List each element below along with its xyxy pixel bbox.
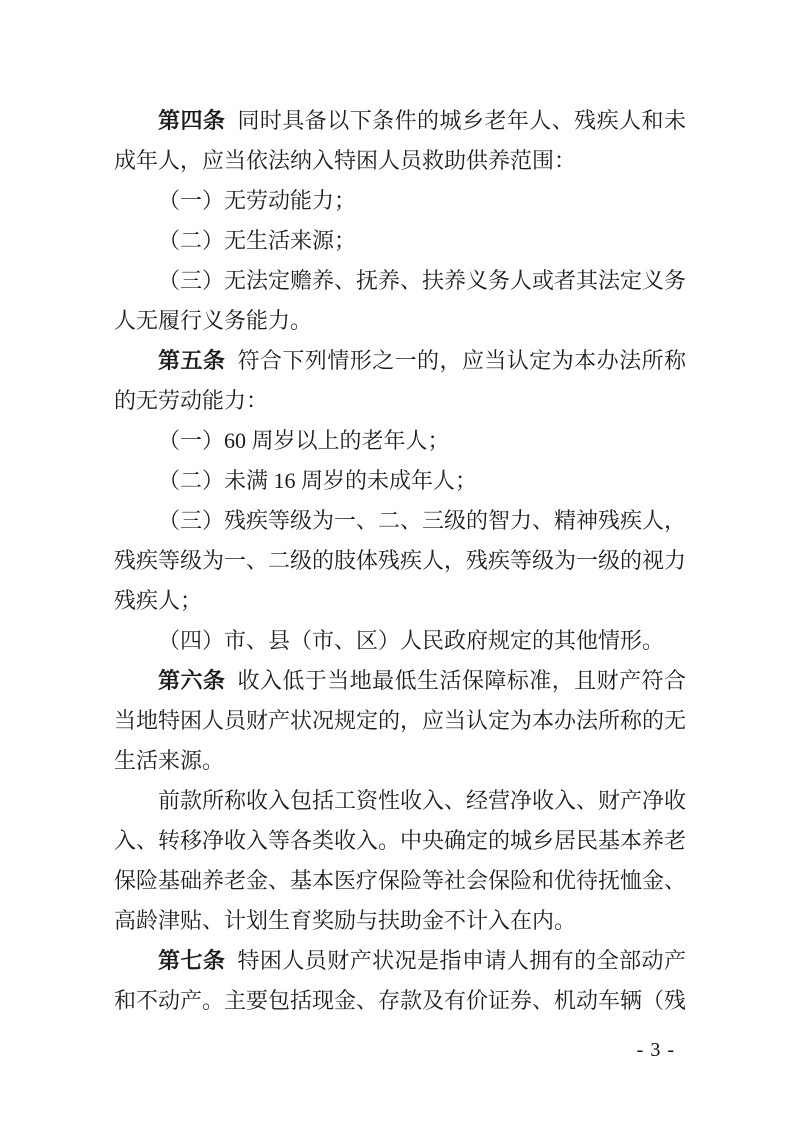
paragraph-text: （二）无生活来源； xyxy=(158,228,357,253)
paragraph-text: （四）市、县（市、区）人民政府规定的其他情形。 xyxy=(158,628,665,653)
paragraph-article-7 xyxy=(114,941,686,1021)
paragraph-text: 收入低于当地最低生活保障标准，且财产符合当地特困人员财产状况规定的，应当认定为本办法所称的无生活来源。 xyxy=(114,668,687,773)
paragraph-article-5 xyxy=(114,341,686,421)
article-number-label: 第五条 xyxy=(158,348,226,373)
paragraph-text: （一）无劳动能力； xyxy=(158,188,357,213)
paragraph-text: （三）残疾等级为一、二、三级的智力、精神残疾人，残疾等级为一、二级的肢体残疾人，残疾等级为一级的视力残疾人； xyxy=(114,508,687,613)
paragraph-item xyxy=(114,221,686,261)
paragraph-item xyxy=(114,181,686,221)
paragraph-article-6 xyxy=(114,661,686,781)
paragraph-text: （二）未满 16 周岁的未成年人； xyxy=(158,468,478,493)
paragraph-item xyxy=(114,501,686,621)
article-number-label: 第六条 xyxy=(158,668,226,693)
paragraph-text: 特困人员财产状况是指申请人拥有的全部动产和不动产。主要包括现金、存款及有价证券、机动车辆（残 xyxy=(114,948,687,1013)
article-number-label: 第四条 xyxy=(158,108,226,133)
paragraph-text: 符合下列情形之一的，应当认定为本办法所称的无劳动能力： xyxy=(114,348,686,413)
paragraph-item xyxy=(114,461,686,501)
paragraph-text: 同时具备以下条件的城乡老年人、残疾人和未成年人，应当依法纳入特困人员救助供养范围： xyxy=(114,108,686,173)
paragraph-text: （一）60 周岁以上的老年人； xyxy=(158,428,450,453)
paragraph-item xyxy=(114,781,686,941)
paragraph-text: 前款所称收入包括工资性收入、经营净收入、财产净收入、转移净收入等各类收入。中央确定的城乡居民基本养老保险基础养老金、基本医疗保险等社会保险和优待抚恤金、高龄津贴、计划生育奖励与扶助金不计入在内。 xyxy=(114,788,687,933)
article-number-label: 第七条 xyxy=(158,948,226,973)
paragraph-article-4 xyxy=(114,101,686,181)
document-text-block xyxy=(114,101,686,1021)
page-number: - 3 - xyxy=(636,1039,675,1061)
paragraph-item xyxy=(114,421,686,461)
paragraph-text: （三）无法定赡养、抚养、扶养义务人或者其法定义务人无履行义务能力。 xyxy=(114,268,687,333)
paragraph-item xyxy=(114,261,686,341)
paragraph-item xyxy=(114,621,686,661)
